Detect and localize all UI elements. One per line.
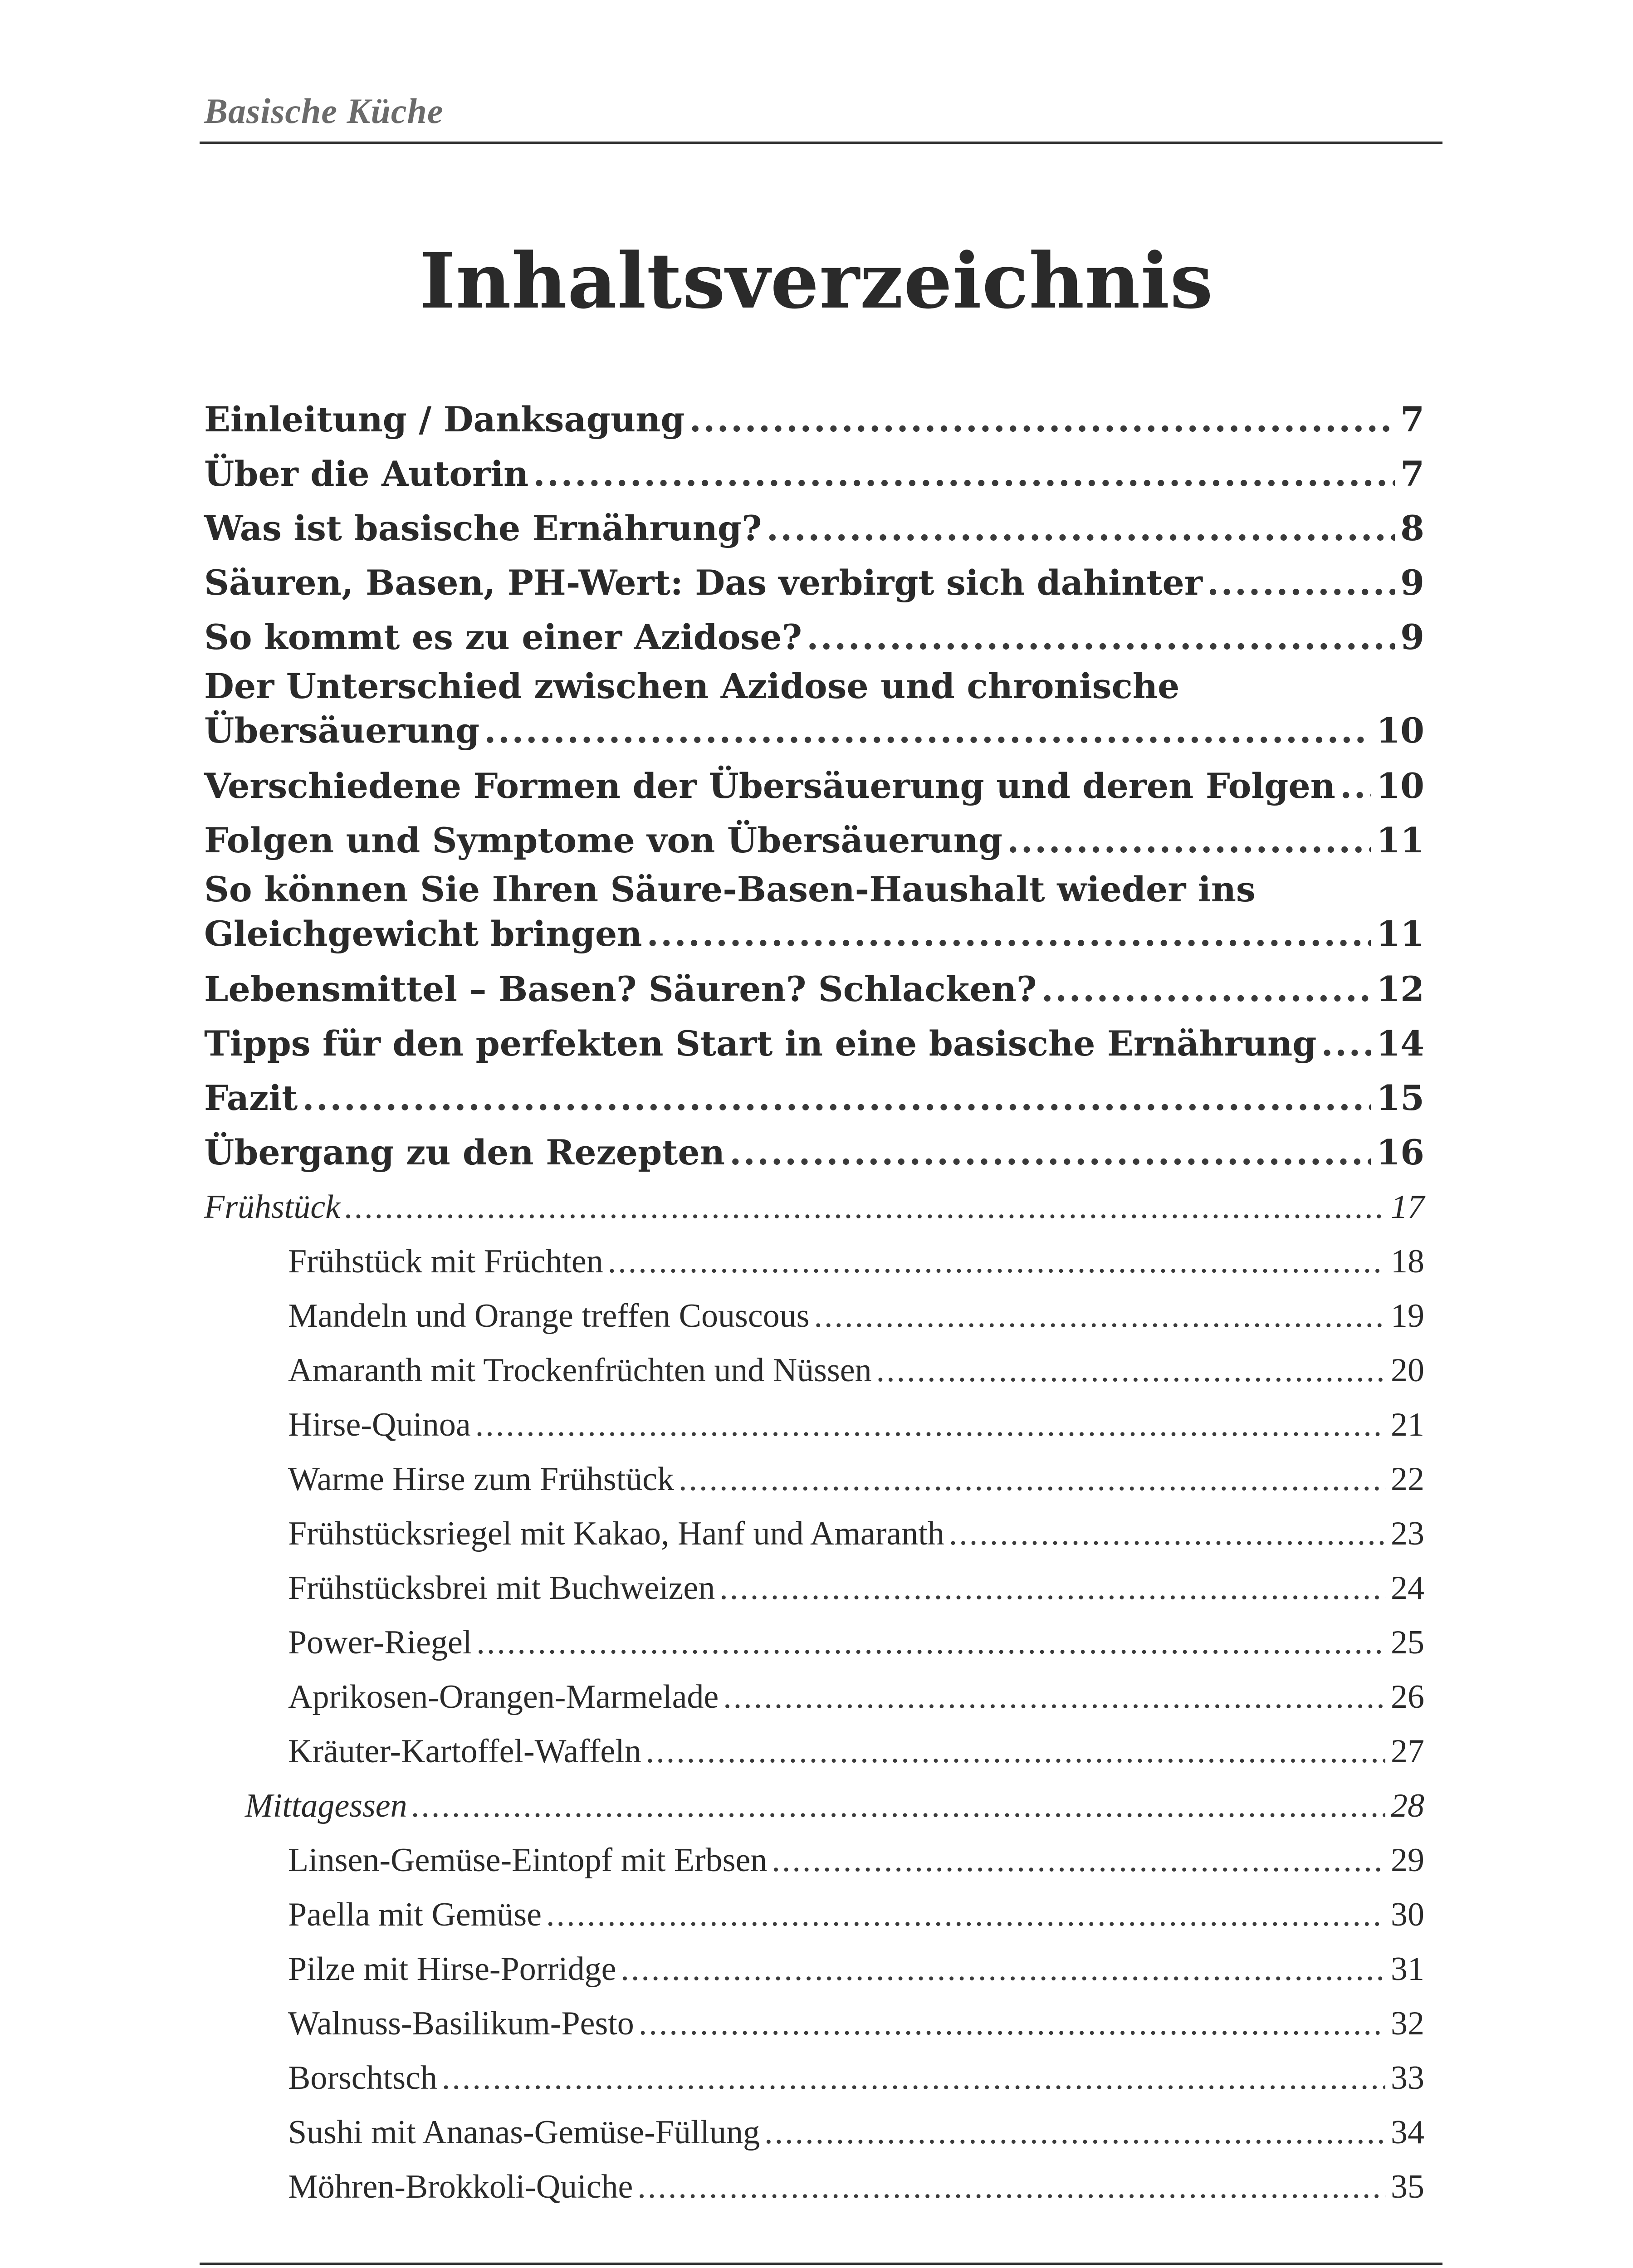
toc-subentry-label: Aprikosen-Orangen-Marmelade (288, 1670, 720, 1724)
toc-entry[interactable] (204, 813, 1424, 868)
toc-subentry[interactable] (204, 1506, 1424, 1561)
toc-subentry[interactable] (204, 1724, 1424, 1779)
toc-subentry-page: 31 (1388, 1942, 1424, 1996)
toc-entry-page: 7 (1398, 392, 1424, 447)
dot-leader (767, 501, 1395, 556)
toc-subentry-page: 26 (1388, 1670, 1424, 1724)
toc-entry-page: 9 (1398, 610, 1424, 665)
toc-subentry[interactable] (204, 2160, 1424, 2214)
toc-section[interactable] (204, 1180, 1424, 1234)
toc-entry[interactable] (204, 392, 1424, 447)
dot-leader (646, 1724, 1385, 1779)
toc-entry[interactable] (204, 610, 1424, 665)
toc-subentry[interactable] (204, 1234, 1424, 1289)
toc-subentry-page: 34 (1388, 2105, 1424, 2160)
toc-entry-page: 8 (1398, 501, 1424, 556)
toc-entry-page: 9 (1398, 556, 1424, 610)
dot-leader (1340, 759, 1371, 813)
toc-entry-page: 10 (1374, 708, 1424, 753)
toc-entry[interactable] (204, 556, 1424, 610)
toc-entry-label: Fazit (204, 1071, 299, 1125)
toc-entry-page: 11 (1374, 911, 1424, 957)
toc-entry-page: 11 (1374, 813, 1424, 868)
toc-subentry[interactable] (204, 1452, 1424, 1506)
toc-subentry-label: Amaranth mit Trockenfrüchten und Nüssen (288, 1343, 874, 1398)
dot-leader (533, 447, 1395, 501)
dot-leader (876, 1343, 1385, 1398)
toc-subentry[interactable] (204, 1615, 1424, 1670)
toc-entry-label-line1: Der Unterschied zwischen Azidose und chronische (204, 666, 1180, 706)
dot-leader (475, 1398, 1385, 1452)
toc-subentry-label: Frühstücksriegel mit Kakao, Hanf und Amaranth (288, 1506, 946, 1561)
running-head: Basische Küche (204, 91, 444, 131)
toc-subentry-page: 21 (1388, 1398, 1424, 1452)
dot-leader (949, 1506, 1385, 1561)
dot-leader (723, 1670, 1385, 1724)
toc-section-page: 17 (1388, 1180, 1424, 1234)
table-of-contents (204, 392, 1424, 2214)
toc-entry[interactable] (204, 1071, 1424, 1125)
toc-subentry-page: 22 (1388, 1452, 1424, 1506)
toc-subentry-label: Mandeln und Orange treffen Couscous (288, 1289, 811, 1343)
dot-leader (621, 1942, 1385, 1996)
toc-subentry-page: 25 (1388, 1615, 1424, 1670)
toc-entry-label-line2: Übersäuerung (204, 708, 481, 753)
toc-entry-page: 7 (1398, 447, 1424, 501)
dot-leader (719, 1561, 1385, 1615)
toc-entry-label: Was ist basische Ernährung? (204, 501, 764, 556)
toc-entry-label: Tipps für den perfekten Start in eine basische Ernährung (204, 1017, 1318, 1071)
header-rule (200, 142, 1442, 144)
toc-section[interactable] (204, 1779, 1424, 1833)
toc-subentry-page: 19 (1388, 1289, 1424, 1343)
toc-subentry[interactable] (204, 1996, 1424, 2051)
toc-subentry-label: Walnuss-Basilikum-Pesto (288, 1996, 636, 2051)
toc-subentry-label: Paella mit Gemüse (288, 1887, 543, 1942)
toc-entry-page: 12 (1374, 962, 1424, 1017)
dot-leader (729, 1125, 1371, 1180)
toc-subentry-label: Kräuter-Kartoffel-Waffeln (288, 1724, 643, 1779)
dot-leader (302, 1071, 1371, 1125)
toc-entry-label: Einleitung / Danksagung (204, 392, 686, 447)
toc-entry-page: 10 (1374, 759, 1424, 813)
toc-subentry-label: Frühstück mit Früchten (288, 1234, 605, 1289)
toc-subentry[interactable] (204, 1833, 1424, 1887)
toc-entry-label: Lebensmittel – Basen? Säuren? Schlacken? (204, 962, 1038, 1017)
toc-subentry-page: 24 (1388, 1561, 1424, 1615)
toc-entry[interactable] (204, 1125, 1424, 1180)
toc-entry-label-line1: So können Sie Ihren Säure-Basen-Haushalt wieder ins (204, 869, 1256, 909)
toc-subentry[interactable] (204, 1398, 1424, 1452)
toc-subentry-label: Linsen-Gemüse-Eintopf mit Erbsen (288, 1833, 769, 1887)
dot-leader (772, 1833, 1385, 1887)
toc-subentry-page: 33 (1388, 2051, 1424, 2105)
toc-entry-label: Über die Autorin (204, 447, 530, 501)
toc-subentry-page: 23 (1388, 1506, 1424, 1561)
toc-subentry-page: 32 (1388, 1996, 1424, 2051)
dot-leader (412, 1779, 1385, 1833)
toc-entry-label-line2: Gleichgewicht bringen (204, 911, 644, 957)
dot-leader (442, 2051, 1385, 2105)
dot-leader (1007, 813, 1371, 868)
toc-entry[interactable] (204, 962, 1424, 1017)
footer-rule (200, 2263, 1442, 2265)
toc-subentry[interactable] (204, 1887, 1424, 1942)
toc-entry-page: 16 (1374, 1125, 1424, 1180)
toc-subentry-label: Möhren-Brokkoli-Quiche (288, 2160, 635, 2214)
toc-subentry-label: Frühstücksbrei mit Buchweizen (288, 1561, 717, 1615)
toc-subentry-label: Warme Hirse zum Frühstück (288, 1452, 676, 1506)
toc-section-page: 28 (1388, 1779, 1424, 1833)
toc-entry[interactable] (204, 759, 1424, 813)
toc-entry[interactable] (204, 501, 1424, 556)
toc-subentry-page: 35 (1388, 2160, 1424, 2214)
toc-entry-label: Verschiedene Formen der Übersäuerung und deren Folgen (204, 759, 1337, 813)
dot-leader (345, 1180, 1385, 1234)
dot-leader (1207, 556, 1395, 610)
dot-leader (679, 1452, 1385, 1506)
dot-leader (546, 1887, 1385, 1942)
toc-section-label: Mittagessen (245, 1779, 409, 1833)
dot-leader (637, 2160, 1385, 2214)
toc-subentry[interactable] (204, 2105, 1424, 2160)
toc-entry-wrapped[interactable] (204, 665, 1424, 759)
dot-leader (807, 610, 1395, 665)
dot-leader (1041, 962, 1371, 1017)
dot-leader (484, 708, 1371, 753)
toc-subentry[interactable] (204, 1289, 1424, 1343)
toc-subentry-page: 29 (1388, 1833, 1424, 1887)
dot-leader (814, 1289, 1385, 1343)
toc-entry[interactable] (204, 447, 1424, 501)
toc-entry[interactable] (204, 1017, 1424, 1071)
toc-subentry[interactable] (204, 1343, 1424, 1398)
toc-section-label: Frühstück (204, 1180, 342, 1234)
dot-leader (646, 911, 1371, 957)
toc-subentry-page: 18 (1388, 1234, 1424, 1289)
toc-entry-label: Folgen und Symptome von Übersäuerung (204, 813, 1004, 868)
toc-subentry-page: 20 (1388, 1343, 1424, 1398)
toc-subentry-label: Power-Riegel (288, 1615, 474, 1670)
toc-subentry-label: Sushi mit Ananas-Gemüse-Füllung (288, 2105, 762, 2160)
dot-leader (764, 2105, 1385, 2160)
toc-subentry-page: 27 (1388, 1724, 1424, 1779)
toc-entry-label: Übergang zu den Rezepten (204, 1125, 727, 1180)
toc-subentry[interactable] (204, 1561, 1424, 1615)
toc-subentry[interactable] (204, 1942, 1424, 1996)
dot-leader (476, 1615, 1385, 1670)
toc-entry-label: Säuren, Basen, PH-Wert: Das verbirgt sich dahinter (204, 556, 1204, 610)
page-title: Inhaltsverzeichnis (420, 236, 1213, 326)
toc-subentry-page: 30 (1388, 1887, 1424, 1942)
toc-subentry[interactable] (204, 1670, 1424, 1724)
dot-leader (1321, 1017, 1371, 1071)
toc-entry-page: 14 (1374, 1017, 1424, 1071)
toc-entry-label: So kommt es zu einer Azidose? (204, 610, 804, 665)
dot-leader (639, 1996, 1385, 2051)
toc-entry-page: 15 (1374, 1071, 1424, 1125)
dot-leader (689, 392, 1395, 447)
toc-subentry-label: Pilze mit Hirse-Porridge (288, 1942, 618, 1996)
toc-entry-wrapped[interactable] (204, 868, 1424, 962)
toc-subentry-label: Hirse-Quinoa (288, 1398, 473, 1452)
toc-subentry-label: Borschtsch (288, 2051, 439, 2105)
toc-subentry[interactable] (204, 2051, 1424, 2105)
dot-leader (608, 1234, 1385, 1289)
